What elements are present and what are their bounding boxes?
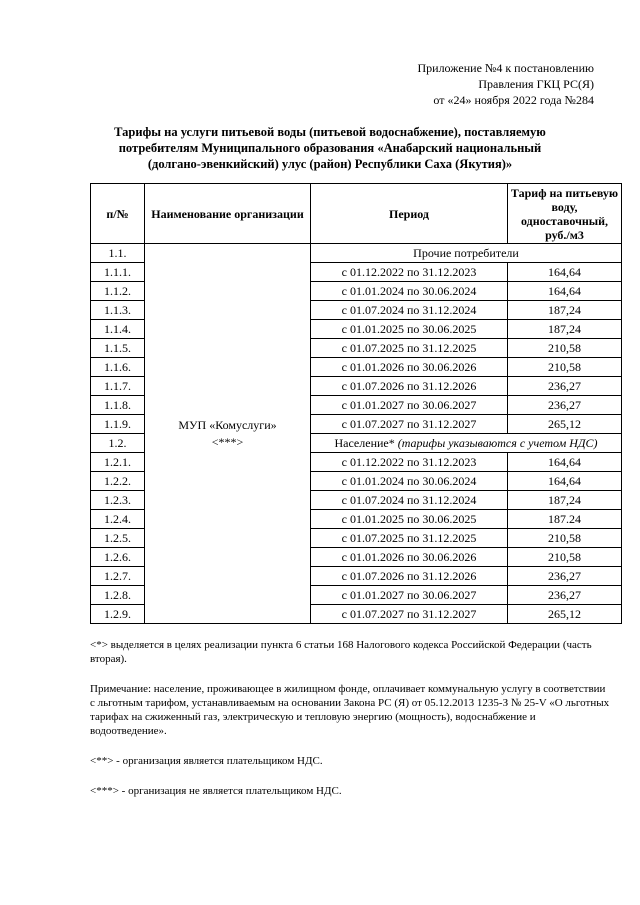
- header-number: п/№: [91, 184, 145, 244]
- group-label: Прочие потребители: [311, 244, 622, 263]
- table-header-row: [91, 184, 622, 244]
- title-line: (долгано-эвенкийский) улус (район) Республики Саха (Якутия)»: [147, 157, 513, 171]
- header-line-authority: Правления ГКЦ РС(Я): [478, 77, 594, 91]
- row-period: с 01.01.2027 по 30.06.2027: [311, 396, 508, 415]
- row-tariff: 187,24: [508, 491, 622, 510]
- footnote-non-vat-payer: <***> - организация не является плательщиком НДС.: [90, 785, 342, 797]
- row-tariff: 210,58: [508, 339, 622, 358]
- header-period: Период: [311, 184, 508, 244]
- group-row-other-consumers: [91, 244, 622, 263]
- row-tariff: 210,58: [508, 529, 622, 548]
- group-label: [311, 434, 622, 453]
- row-period: с 01.01.2025 по 30.06.2025: [311, 510, 508, 529]
- row-tariff: 187.24: [508, 510, 622, 529]
- row-number: 1.2.6.: [91, 548, 145, 567]
- row-number: 1.1.3.: [91, 301, 145, 320]
- row-period: с 01.07.2024 по 31.12.2024: [311, 301, 508, 320]
- row-period: с 01.07.2027 по 31.12.2027: [311, 605, 508, 624]
- row-tariff: 164,64: [508, 453, 622, 472]
- row-period: с 01.01.2027 по 30.06.2027: [311, 586, 508, 605]
- row-number: 1.1.6.: [91, 358, 145, 377]
- row-number: 1.1.5.: [91, 339, 145, 358]
- row-period: с 01.07.2027 по 31.12.2027: [311, 415, 508, 434]
- row-tariff: 164,64: [508, 282, 622, 301]
- header-organization: Наименование организации: [145, 184, 311, 244]
- row-period: с 01.01.2024 по 30.06.2024: [311, 472, 508, 491]
- footnote-vat-payer: <**> - организация является плательщиком НДС.: [90, 755, 323, 767]
- group-number: 1.2.: [91, 434, 145, 453]
- row-tariff: 236,27: [508, 396, 622, 415]
- header-line-appendix: Приложение №4 к постановлению: [417, 61, 594, 75]
- row-number: 1.1.2.: [91, 282, 145, 301]
- row-number: 1.1.7.: [91, 377, 145, 396]
- row-number: 1.1.9.: [91, 415, 145, 434]
- row-period: с 01.07.2024 по 31.12.2024: [311, 491, 508, 510]
- organization-vat-mark: <***>: [211, 434, 244, 449]
- row-tariff: 164,64: [508, 472, 622, 491]
- header-line-date: от «24» ноября 2022 года №284: [433, 93, 594, 107]
- row-tariff: 265,12: [508, 605, 622, 624]
- row-number: 1.2.8.: [91, 586, 145, 605]
- row-tariff: 265,12: [508, 415, 622, 434]
- title-line: потребителям Муниципального образования «Анабарский национальный: [118, 141, 542, 155]
- row-number: 1.2.5.: [91, 529, 145, 548]
- document-header: [334, 60, 594, 108]
- row-number: 1.2.9.: [91, 605, 145, 624]
- row-number: 1.2.4.: [91, 510, 145, 529]
- tariff-table: [90, 183, 622, 624]
- row-period: с 01.01.2025 по 30.06.2025: [311, 320, 508, 339]
- row-tariff: 210,58: [508, 548, 622, 567]
- row-number: 1.2.1.: [91, 453, 145, 472]
- row-tariff: 236,27: [508, 586, 622, 605]
- row-tariff: 187,24: [508, 320, 622, 339]
- organization-cell: [145, 244, 311, 624]
- row-period: с 01.07.2025 по 31.12.2025: [311, 339, 508, 358]
- table-body: [91, 244, 622, 624]
- footnote-remark: Примечание: население, проживающее в жилищном фонде, оплачивает коммунальную услугу в соответствии с льготным тарифом, устанавливаемым на основании Закона РС (Я) от 05.12.2013 1235-З № 25-V «О льготных тарифах на сжиженный газ, электрическую и тепловую энергию (мощность), водоснабжение и водоотведение».: [90, 683, 610, 737]
- row-period: с 01.12.2022 по 31.12.2023: [311, 263, 508, 282]
- group-label-note: (тарифы указываются с учетом НДС): [397, 435, 598, 450]
- row-period: с 01.01.2026 по 30.06.2026: [311, 358, 508, 377]
- row-tariff: 236,27: [508, 567, 622, 586]
- row-period: с 01.07.2026 по 31.12.2026: [311, 567, 508, 586]
- row-tariff: 164,64: [508, 263, 622, 282]
- row-tariff: 210,58: [508, 358, 622, 377]
- title-line: Тарифы на услуги питьевой воды (питьевой водоснабжение), поставляемую: [114, 125, 546, 139]
- row-period: с 01.07.2025 по 31.12.2025: [311, 529, 508, 548]
- row-tariff: 236,27: [508, 377, 622, 396]
- header-tariff: Тариф на питьевую воду, одноставочный, руб./м3: [508, 184, 622, 244]
- organization-name: МУП «Комуслуги»: [178, 417, 277, 432]
- row-number: 1.2.7.: [91, 567, 145, 586]
- row-tariff: 187,24: [508, 301, 622, 320]
- row-period: с 01.12.2022 по 31.12.2023: [311, 453, 508, 472]
- row-period: с 01.01.2024 по 30.06.2024: [311, 282, 508, 301]
- row-number: 1.2.2.: [91, 472, 145, 491]
- row-number: 1.1.8.: [91, 396, 145, 415]
- row-number: 1.2.3.: [91, 491, 145, 510]
- row-period: с 01.07.2026 по 31.12.2026: [311, 377, 508, 396]
- group-number: 1.1.: [91, 244, 145, 263]
- row-period: с 01.01.2026 по 30.06.2026: [311, 548, 508, 567]
- row-number: 1.1.1.: [91, 263, 145, 282]
- footnotes: [90, 638, 610, 814]
- footnote-vat: <*> выделяется в целях реализации пункта 6 статьи 168 Налогового кодекса Российской Федерации (часть вторая).: [90, 639, 592, 665]
- group-label-text: Население*: [334, 435, 395, 450]
- row-number: 1.1.4.: [91, 320, 145, 339]
- document-title: [60, 124, 600, 172]
